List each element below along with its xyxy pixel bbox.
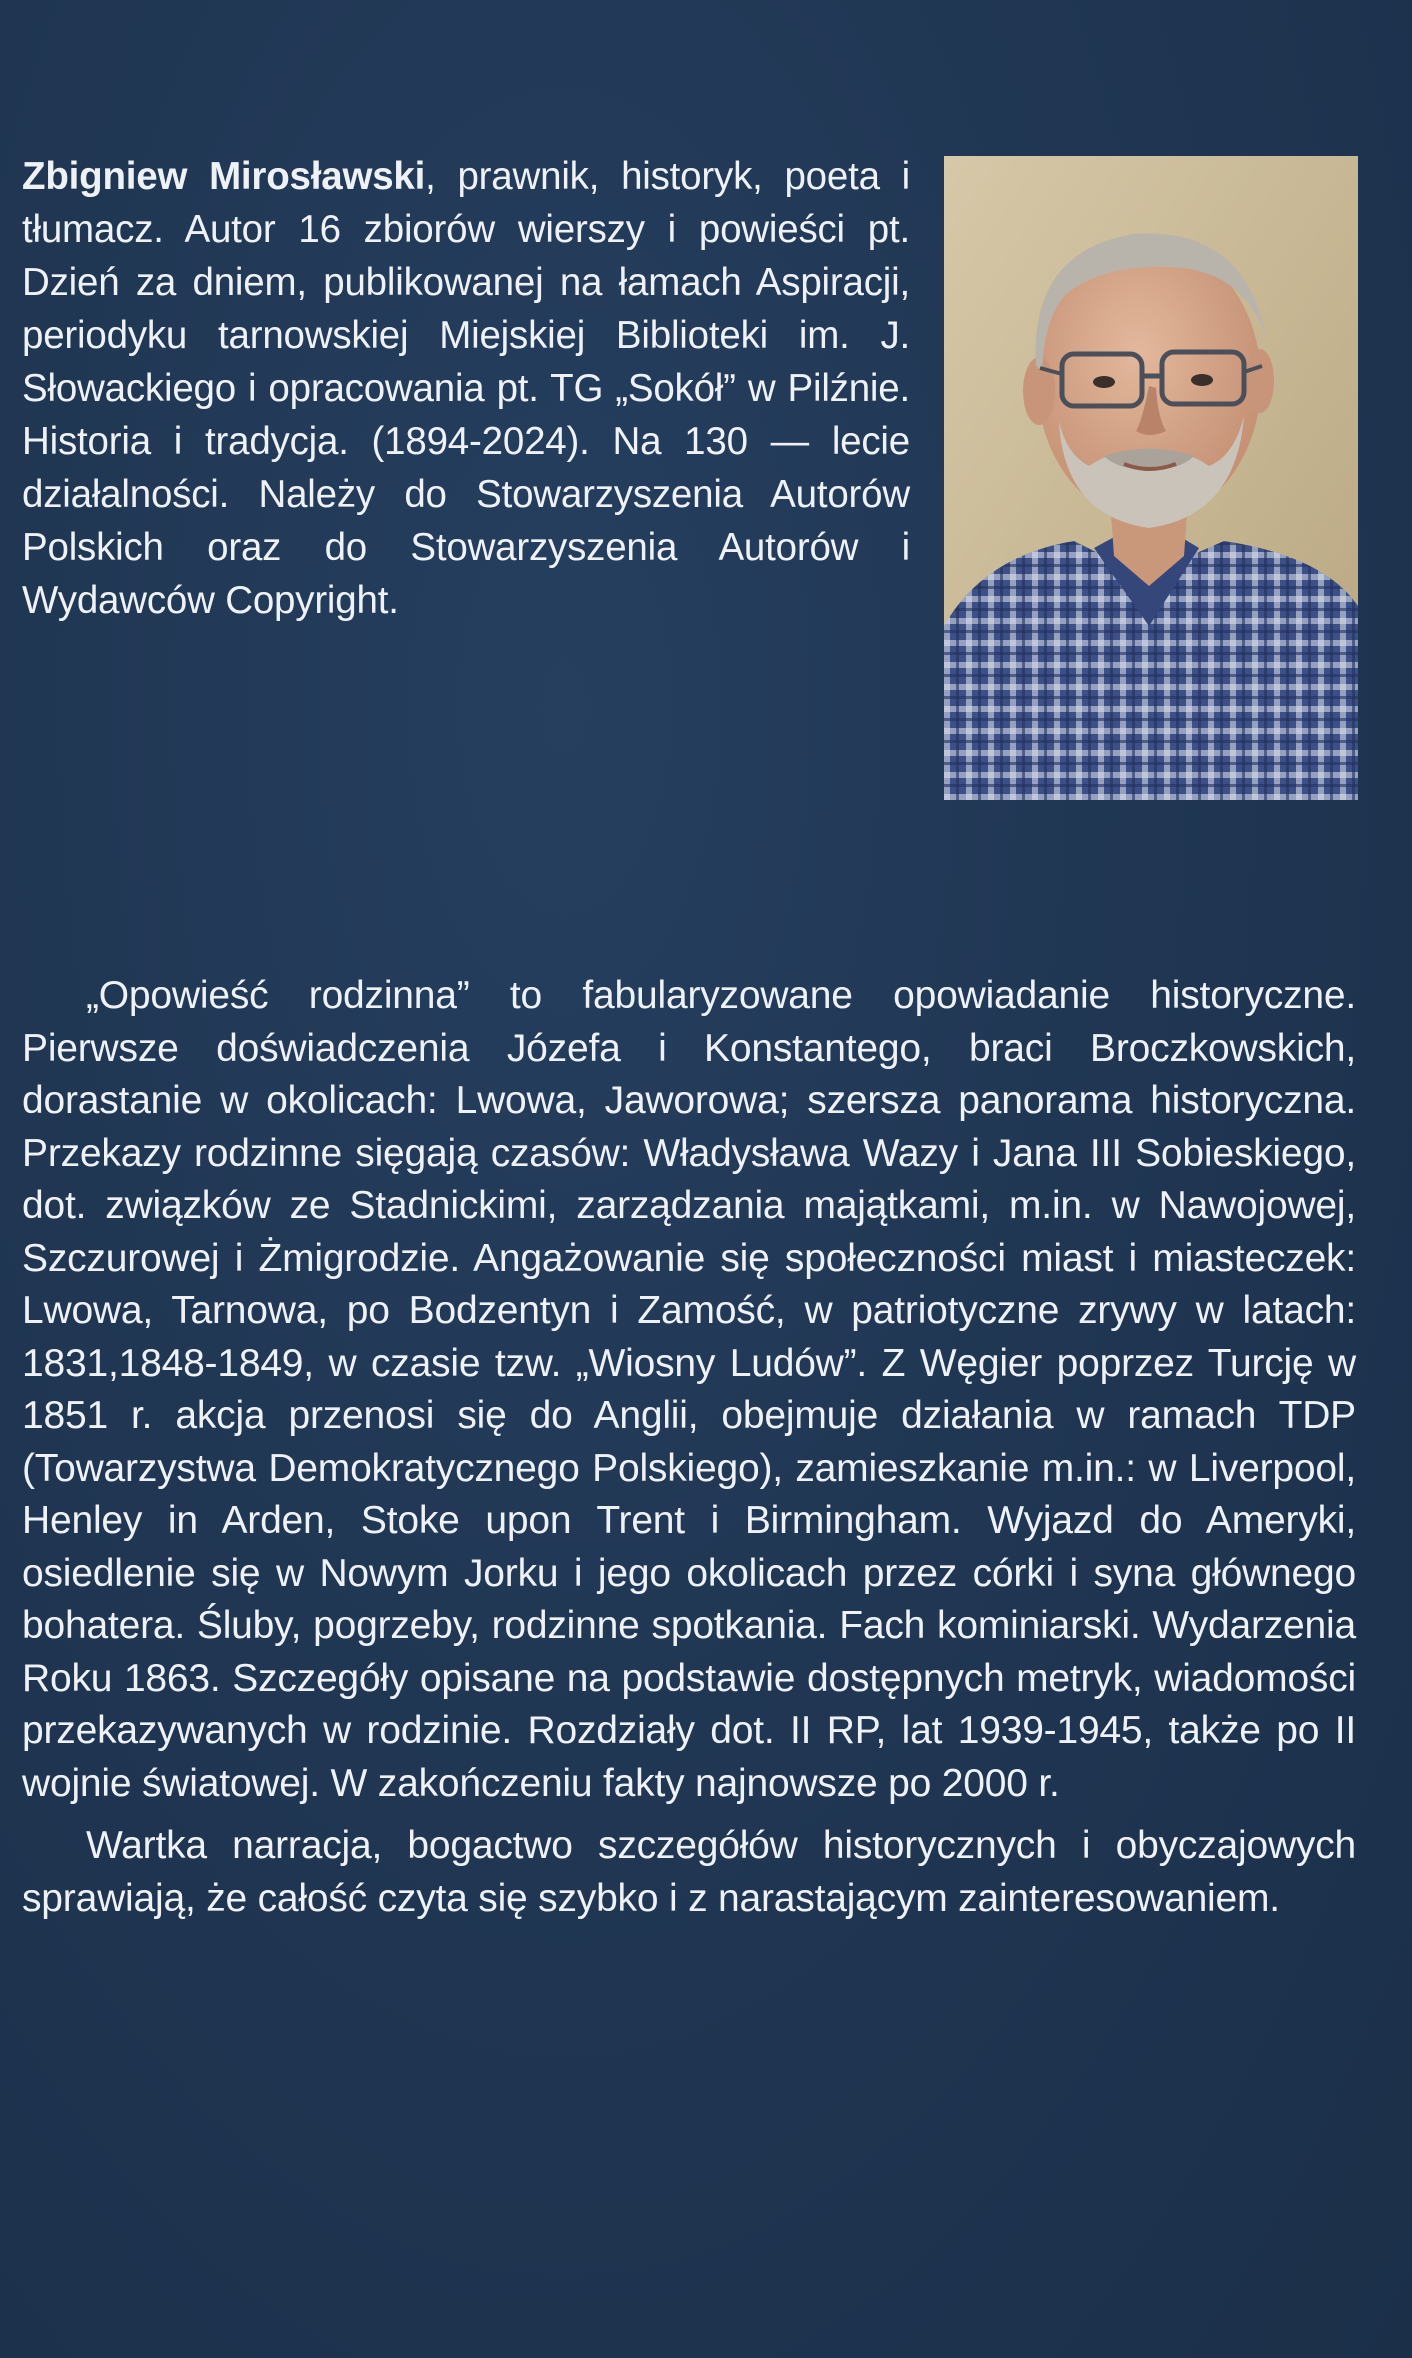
- author-bio-text: , prawnik, historyk, poeta i tłumacz. Autor 16 zbiorów wierszy i powieści pt. Dzień za dniem, publikowanej na łamach Aspiracji, periodyku tarnowskiej Miejskiej Biblioteki im. J. Słowackiego i opracowania pt. TG „Sokół” w Pilźnie. Historia i tradycja. (1894-2024). Na 130 — lecie działalności. Należy do Stowarzyszenia Autorów Polskich oraz do Stowarzyszenia Autorów i Wydawców Copyright.: [22, 155, 910, 622]
- author-bio: [22, 150, 910, 627]
- description-paragraph-1: „Opowieść rodzinna” to fabularyzowane opowiadanie historyczne. Pierwsze doświadczenia Józefa i Konstantego, braci Broczkowskich, dorastanie w okolicach: Lwowa, Jaworowa; szersza panorama historyczna. Przekazy rodzinne sięgają czasów: Władysława Wazy i Jana III Sobieskiego, dot. związków ze Stadnickimi, zarządzania majątkami, m.in. w Nawojowej, Szczurowej i Żmigrodzie. Angażowanie się społeczności miast i miasteczek: Lwowa, Tarnowa, po Bodzentyn i Zamość, w patriotyczne zrywy w latach: 1831,1848-1849, w czasie tzw. „Wiosny Ludów”. Z Węgier poprzez Turcję w 1851 r. akcja przenosi się do Anglii, obejmuje działania w ramach TDP (Towarzystwa Demokratycznego Polskiego), zamieszkanie m.in.: w Liverpool, Henley in Arden, Stoke upon Trent i Birmingham. Wyjazd do Ameryki, osiedlenie się w Nowym Jorku i jego okolicach przez córki i syna głównego bohatera. Śluby, pogrzeby, rodzinne spotkania. Fach kominiarski. Wydarzenia Roku 1863. Szczegóły opisane na podstawie dostępnych metryk, wiadomości przekazywanych w rodzinie. Rozdziały dot. II RP, lat 1939-1945, także po II wojnie światowej. W zakończeniu fakty najnowsze po 2000 r.: [22, 974, 1356, 1805]
- author-photo-illustration: [944, 156, 1358, 800]
- book-description: [22, 970, 1356, 1925]
- description-paragraph-2: Wartka narracja, bogactwo szczegółów historycznych i obyczajowych sprawiają, że całość czyta się szybko i z narastającym zainteresowaniem.: [22, 1824, 1356, 1920]
- author-name: Zbigniew Mirosławski: [22, 155, 426, 198]
- author-photo-icon: [944, 156, 1358, 800]
